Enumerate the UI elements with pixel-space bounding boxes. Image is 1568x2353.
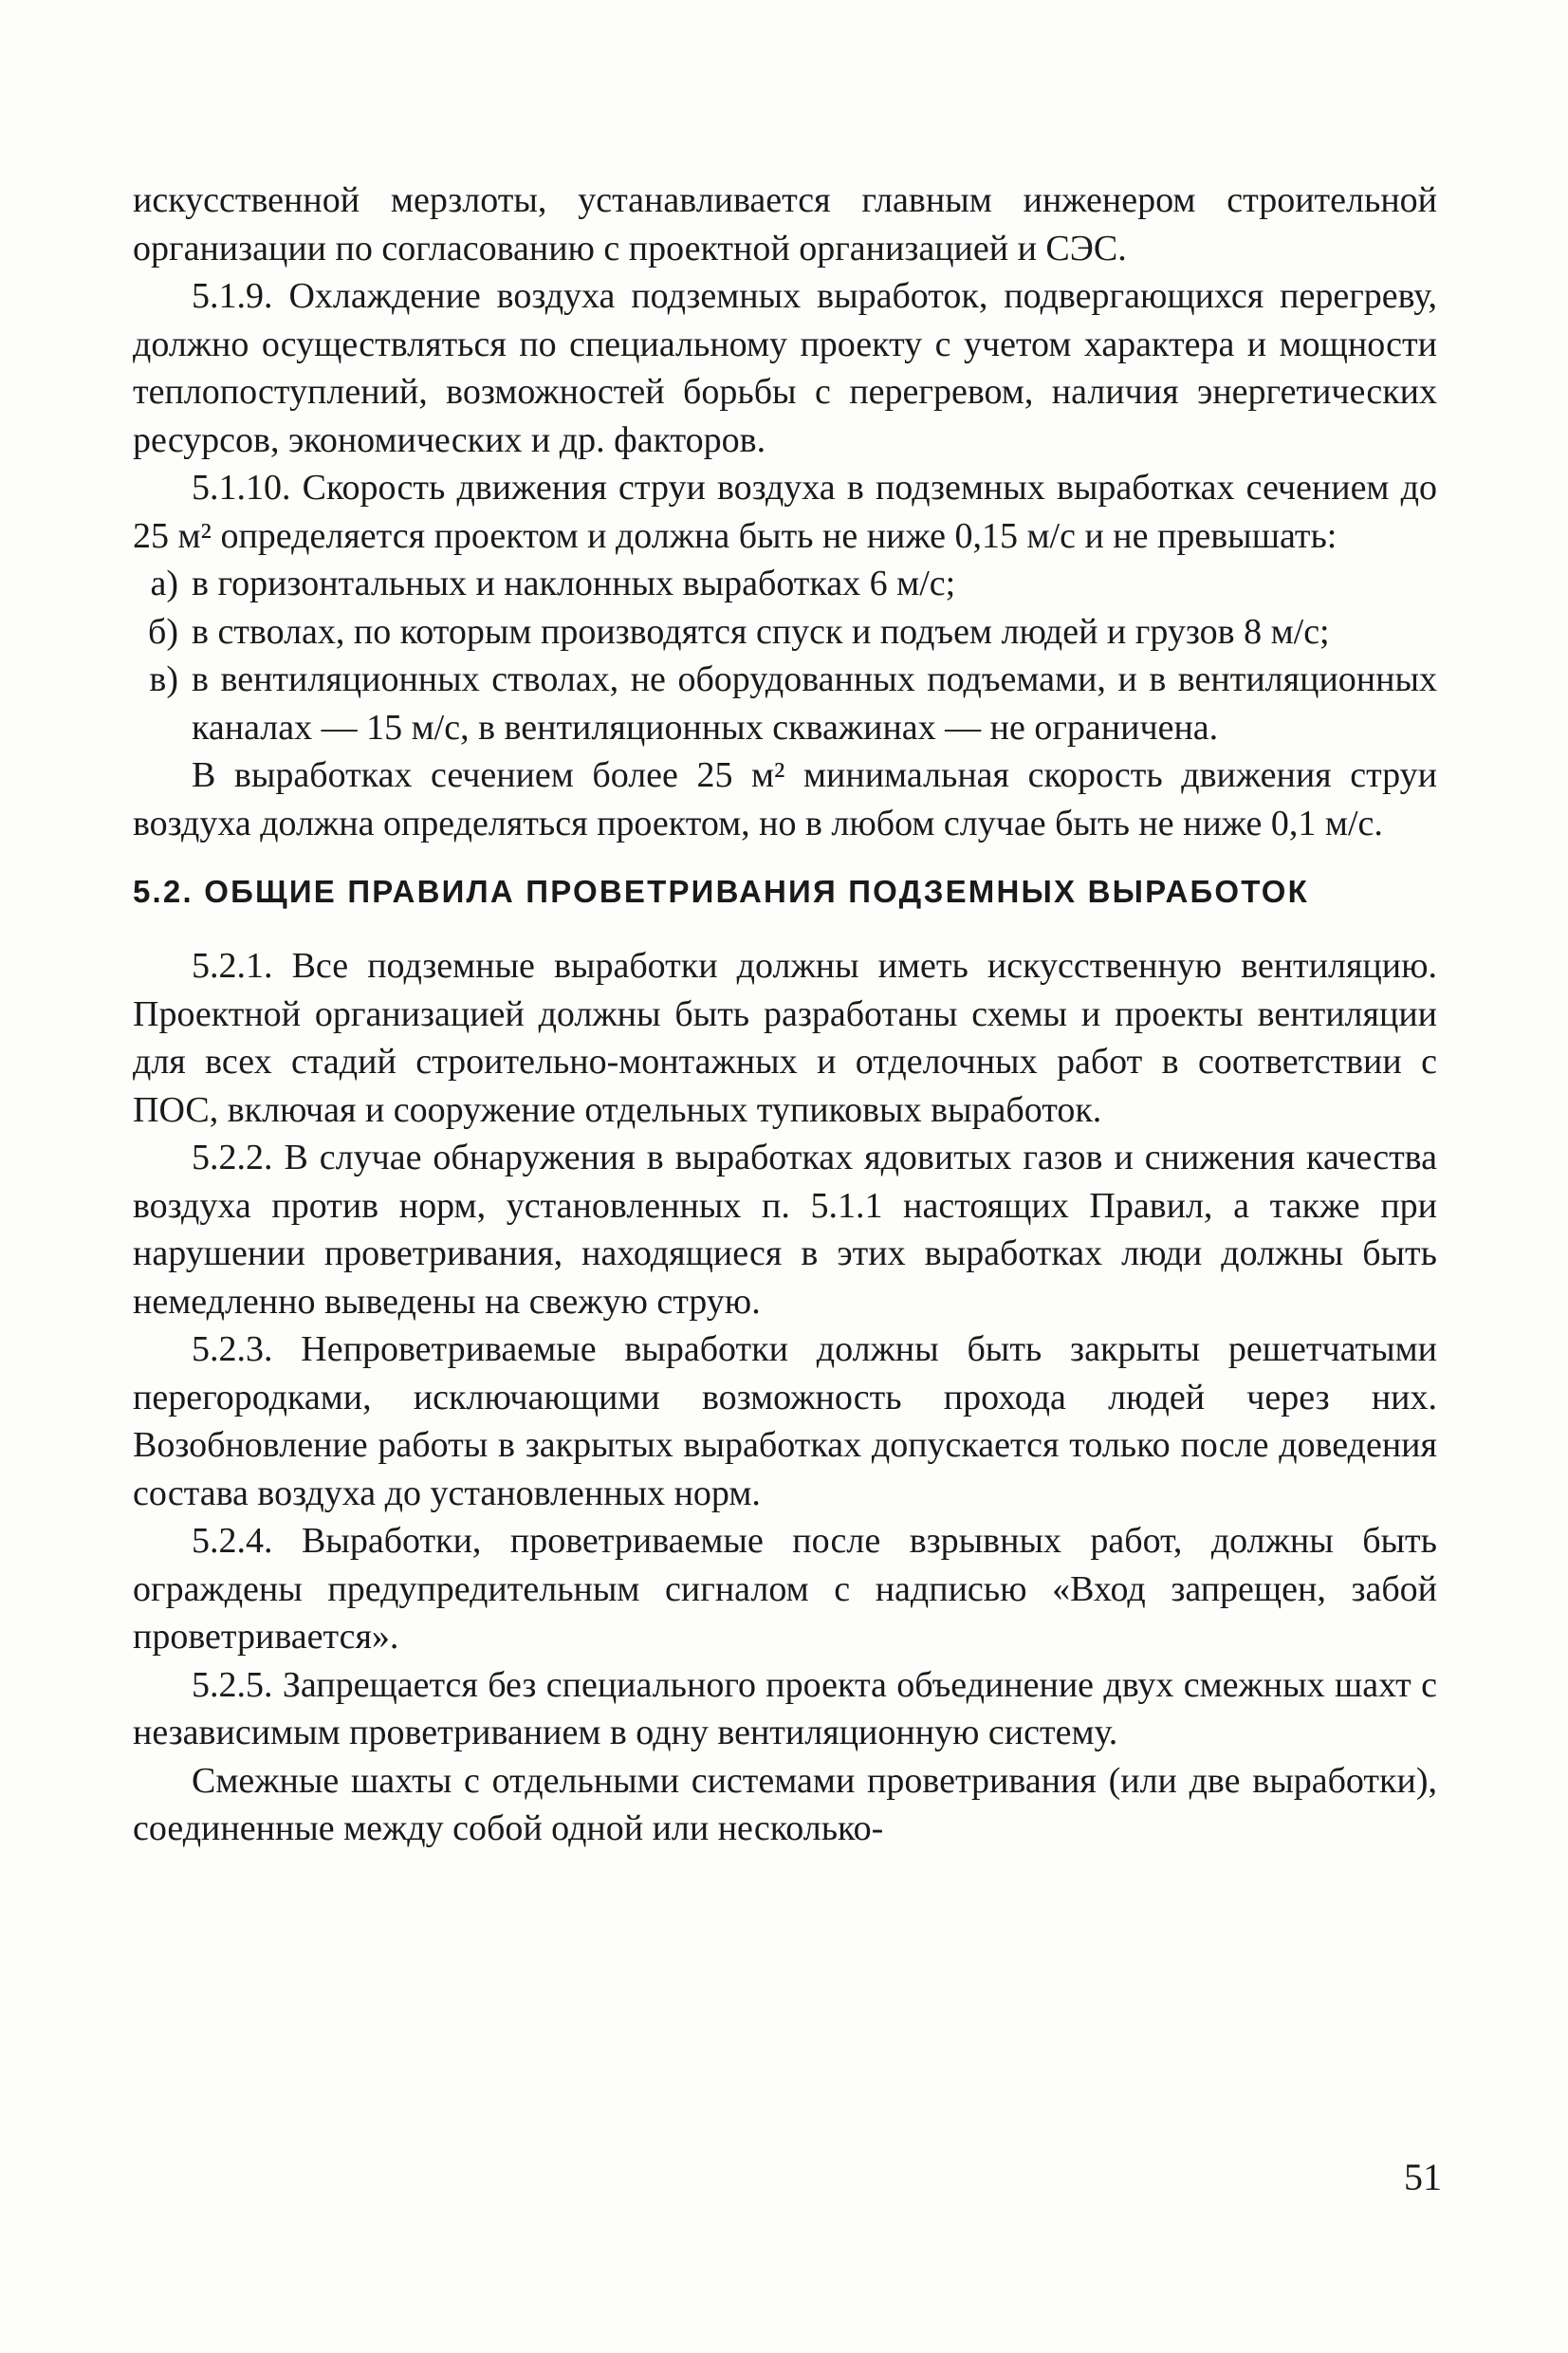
list-item-text: в вентиляционных стволах, не оборудованных подъемами, и в вентиляционных каналах — 15 м/с, в вентиляционных скважинах — не ограничена.: [192, 659, 1437, 748]
paragraph-5-1-10: 5.1.10. Скорость движения струи воздуха в подземных выработках сечением до 25 м² определяется проектом и должна быть не ниже 0,15 м/с и не превышать:: [133, 468, 1437, 556]
list-marker: а): [150, 564, 178, 603]
paragraph-5-2-5: 5.2.5. Запрещается без специального проекта объединение двух смежных шахт с независимым проветриванием в одну вентиляционную систему.: [133, 1664, 1437, 1752]
paragraph-adjacent-shafts: Смежные шахты с отдельными системами проветривания (или две выработки), соединенные между собой одной или несколько-: [133, 1760, 1437, 1848]
list-item-text: в стволах, по которым производятся спуск и подъем людей и грузов 8 м/с;: [192, 611, 1330, 652]
page-body: [133, 176, 1437, 1853]
paragraph-continuation: искусственной мерзлоты, устанавливается главным инженером строительной организации по согласованию с проектной организацией и СЭС.: [133, 180, 1437, 269]
section-heading: 5.2. ОБЩИЕ ПРАВИЛА ПРОВЕТРИВАНИЯ ПОДЗЕМНЫХ ВЫРАБОТОК: [133, 874, 1310, 909]
list-item: [133, 560, 1437, 608]
list-item: [133, 656, 1437, 751]
paragraph-5-2-3: 5.2.3. Непроветриваемые выработки должны быть закрыты решетчатыми перегородками, исключающими возможность прохода людей через них. Возобновление работы в закрытых выработках допускается только после доведения состава воздуха до установленных норм.: [133, 1329, 1437, 1513]
list-marker: в): [149, 659, 178, 699]
paragraph-5-2-1: 5.2.1. Все подземные выработки должны иметь искусственную вентиляцию. Проектной организацией должны быть разработаны схемы и проекты вентиляции для всех стадий строительно-монтажных и отделочных работ в соответствии с ПОС, включая и сооружение отдельных тупиковых выработок.: [133, 946, 1437, 1130]
paragraph-5-2-4: 5.2.4. Выработки, проветриваемые после взрывных работ, должны быть ограждены предупредительным сигналом с надписью «Вход запрещен, забой проветривается».: [133, 1521, 1437, 1657]
paragraph-5-1-9: 5.1.9. Охлаждение воздуха подземных выработок, подвергающихся перегреву, должно осуществляться по специальному проекту с учетом характера и мощности теплопоступлений, возможностей борьбы с перегревом, наличия энергетических ресурсов, экономических и др. факторов.: [133, 276, 1437, 460]
list-item: [133, 608, 1437, 657]
list-marker: б): [148, 611, 178, 652]
paragraph-min-speed: В выработках сечением более 25 м² минимальная скорость движения струи воздуха должна определяться проектом, но в любом случае быть не ниже 0,1 м/с.: [133, 755, 1437, 843]
page-number: 51: [1404, 2156, 1442, 2198]
list-item-text: в горизонтальных и наклонных выработках 6 м/с;: [192, 564, 956, 603]
paragraph-5-2-2: 5.2.2. В случае обнаружения в выработках ядовитых газов и снижения качества воздуха против норм, установленных п. 5.1.1 настоящих Правил, а также при нарушении проветривания, находящиеся в этих выработках люди должны быть немедленно выведены на свежую струю.: [133, 1138, 1437, 1322]
speed-limits-list: [133, 560, 1437, 751]
